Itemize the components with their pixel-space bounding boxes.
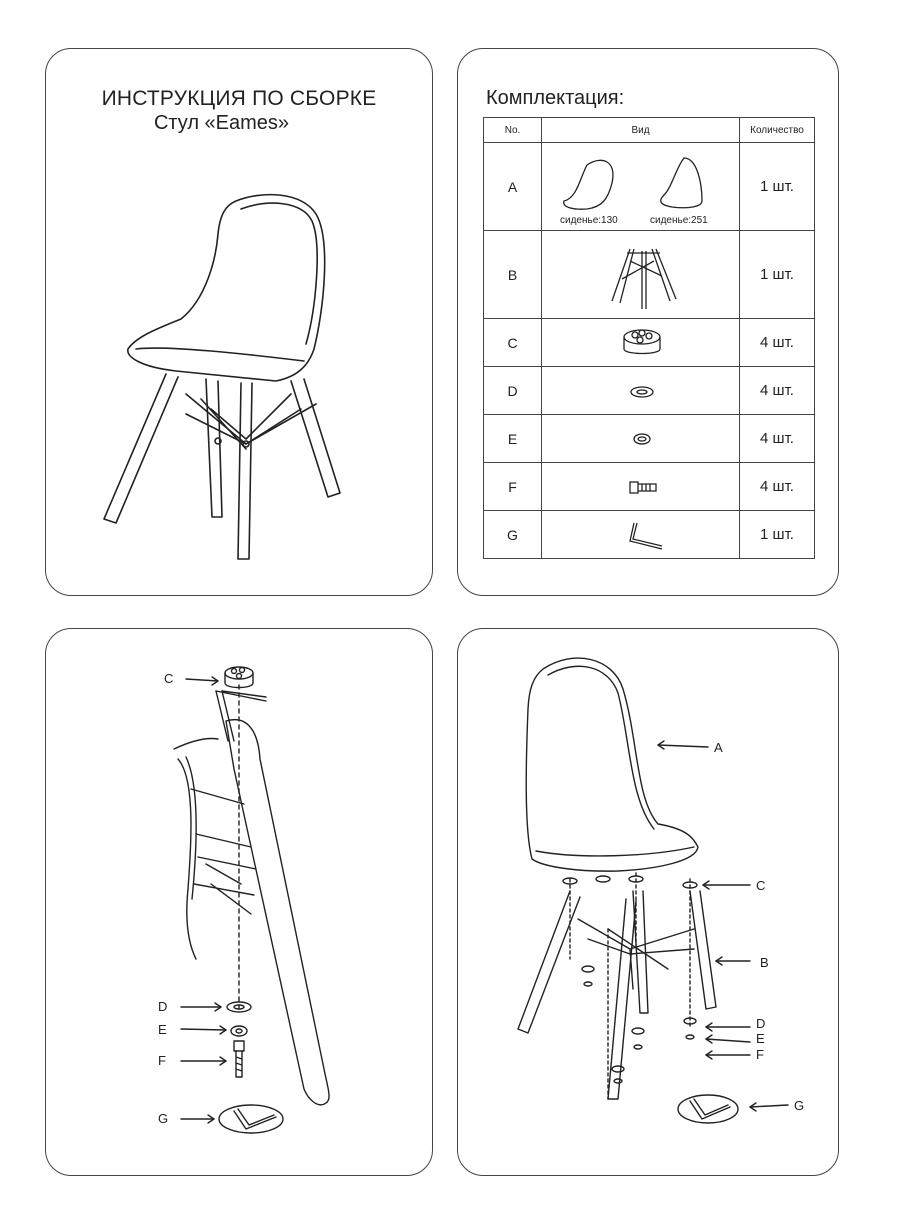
table-row xyxy=(484,319,815,367)
lock-washer-icon xyxy=(542,415,740,463)
title-panel xyxy=(45,48,433,596)
label-c: C xyxy=(164,671,174,686)
part-quantity: 4 шт. xyxy=(740,463,815,511)
chair-model-subtitle: Стул «Eames» xyxy=(153,112,290,134)
components-title: Комплектация: xyxy=(486,87,625,109)
seat-caption-130: сиденье:130 xyxy=(560,215,618,226)
label-e: E xyxy=(756,1031,765,1046)
part-code: E xyxy=(484,415,542,463)
label-e: E xyxy=(158,1022,167,1037)
part-quantity: 1 шт. xyxy=(740,511,815,559)
part-cap-image xyxy=(542,319,740,367)
leg-cap-icon xyxy=(542,319,740,367)
part-hex-key-image xyxy=(542,511,740,559)
table-row xyxy=(484,143,815,231)
part-bolt-image xyxy=(542,463,740,511)
flat-washer-icon xyxy=(542,367,740,415)
bolt-icon xyxy=(542,463,740,511)
part-quantity: 4 шт. xyxy=(740,367,815,415)
table-row xyxy=(484,231,815,319)
part-code: B xyxy=(484,231,542,319)
label-a: A xyxy=(714,740,723,755)
part-code: A xyxy=(484,143,542,231)
column-header-quantity: Количество xyxy=(740,118,815,143)
part-legs-image xyxy=(542,231,740,319)
table-row xyxy=(484,511,815,559)
table-row xyxy=(484,415,815,463)
part-quantity: 4 шт. xyxy=(740,415,815,463)
part-washer-image xyxy=(542,367,740,415)
column-header-view: Вид xyxy=(542,118,740,143)
part-code: D xyxy=(484,367,542,415)
leg-base-icon xyxy=(542,231,740,319)
part-quantity: 1 шт. xyxy=(740,143,815,231)
seat-caption-251: сиденье:251 xyxy=(650,215,708,226)
leg-assembly-panel xyxy=(45,628,433,1176)
label-g: G xyxy=(794,1098,805,1113)
leg-assembly-diagram xyxy=(46,629,434,1177)
table-row xyxy=(484,463,815,511)
components-table xyxy=(483,117,815,559)
label-f: F xyxy=(158,1053,166,1068)
components-panel xyxy=(457,48,839,596)
label-c: C xyxy=(756,878,766,893)
table-row xyxy=(484,367,815,415)
part-code: F xyxy=(484,463,542,511)
label-d: D xyxy=(158,999,168,1014)
part-seat-image xyxy=(542,143,740,231)
label-g: G xyxy=(158,1111,169,1126)
label-b: B xyxy=(760,955,769,970)
part-code: C xyxy=(484,319,542,367)
instruction-title: ИНСТРУКЦИЯ ПО СБОРКЕ xyxy=(101,87,377,110)
part-quantity: 1 шт. xyxy=(740,231,815,319)
chair-illustration xyxy=(46,49,434,597)
hex-key-icon xyxy=(542,511,740,559)
part-code: G xyxy=(484,511,542,559)
label-d: D xyxy=(756,1016,766,1031)
full-assembly-panel xyxy=(457,628,839,1176)
part-quantity: 4 шт. xyxy=(740,319,815,367)
full-assembly-diagram xyxy=(458,629,840,1177)
table-header-row xyxy=(484,118,815,143)
column-header-number: No. xyxy=(484,118,542,143)
part-lock-washer-image xyxy=(542,415,740,463)
label-f: F xyxy=(756,1047,764,1062)
